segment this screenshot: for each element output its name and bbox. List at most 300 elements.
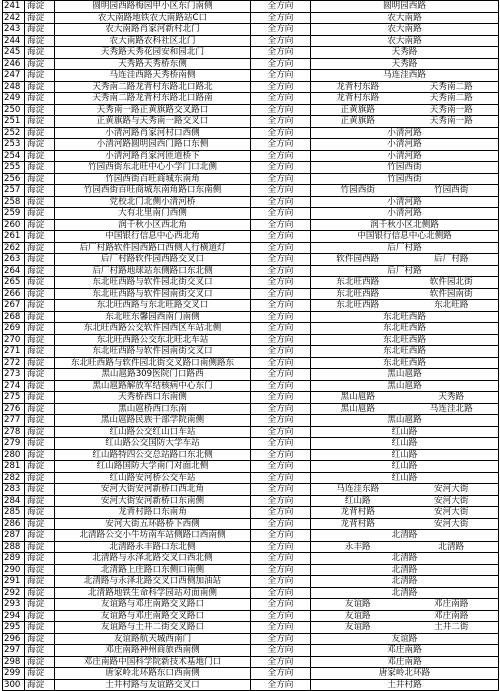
district-cell: 海淀 xyxy=(25,392,55,404)
road-name: 北清路 xyxy=(391,530,418,541)
location-cell: 后厂村路软件园西路口西侧人行横道灯 xyxy=(55,242,251,254)
road-name: 北清路 xyxy=(391,553,418,564)
row-number: 276 xyxy=(3,403,25,415)
road-name: 后厂村路 xyxy=(387,265,422,276)
road-name: 东北旺西路 xyxy=(383,323,426,334)
row-number: 269 xyxy=(3,323,25,335)
table-row xyxy=(3,81,499,93)
location-cell: 竹园西街百旺商城东南角路口东南侧 xyxy=(55,185,251,197)
direction-cell: 全方向 xyxy=(251,24,311,36)
road-cell xyxy=(311,24,499,36)
row-number: 265 xyxy=(3,277,25,289)
direction-cell: 全方向 xyxy=(251,323,311,335)
direction-cell: 全方向 xyxy=(251,162,311,174)
direction-cell: 全方向 xyxy=(251,495,311,507)
district-cell: 海淀 xyxy=(25,495,55,507)
direction-cell: 全方向 xyxy=(251,254,311,266)
road-name: 安河大街 xyxy=(434,507,469,518)
direction-cell: 全方向 xyxy=(251,610,311,622)
road-cell xyxy=(311,541,499,553)
direction-cell: 全方向 xyxy=(251,541,311,553)
table-row xyxy=(3,127,499,139)
table-row xyxy=(3,495,499,507)
row-number: 270 xyxy=(3,334,25,346)
direction-cell: 全方向 xyxy=(251,47,311,59)
table-row xyxy=(3,461,499,473)
road-name: 红山路 xyxy=(391,438,418,449)
district-cell: 海淀 xyxy=(25,323,55,335)
table-row xyxy=(3,323,499,335)
row-number: 292 xyxy=(3,587,25,599)
district-cell: 海淀 xyxy=(25,1,55,13)
table-row xyxy=(3,139,499,151)
location-cell: 友谊路与邓庄南路交叉路口 xyxy=(55,599,251,611)
location-cell: 黑山扈路民族干部学院南侧 xyxy=(55,415,251,427)
road-name: 东北旺路 xyxy=(434,300,469,311)
direction-cell: 全方向 xyxy=(251,127,311,139)
location-cell: 天秀南二路龙背村东路北口路北 xyxy=(55,81,251,93)
row-number: 244 xyxy=(3,35,25,47)
direction-cell: 全方向 xyxy=(251,81,311,93)
district-cell: 海淀 xyxy=(25,311,55,323)
road-name: 软件园西路 xyxy=(336,254,380,265)
row-number: 261 xyxy=(3,231,25,243)
table-row xyxy=(3,449,499,461)
district-cell: 海淀 xyxy=(25,599,55,611)
row-number: 290 xyxy=(3,564,25,576)
district-cell: 海淀 xyxy=(25,576,55,588)
district-cell: 海淀 xyxy=(25,541,55,553)
district-cell: 海淀 xyxy=(25,380,55,392)
road-name: 马连洼西路 xyxy=(383,70,426,81)
district-cell: 海淀 xyxy=(25,426,55,438)
road-name: 天秀路 xyxy=(438,392,465,403)
road-name: 安河大街 xyxy=(434,518,469,529)
table-row xyxy=(3,70,499,82)
row-number: 299 xyxy=(3,668,25,680)
road-name: 东北旺西路 xyxy=(336,277,380,288)
road-name: 黑山扈路 xyxy=(387,369,422,380)
location-cell: 龙背村路口东南角 xyxy=(55,507,251,519)
location-cell: 润千秋小区西北角 xyxy=(55,219,251,231)
table-row xyxy=(3,265,499,277)
location-cell: 红山路国防大学南门对面北侧 xyxy=(55,461,251,473)
table-row xyxy=(3,219,499,231)
location-cell: 黑山扈路309医院门口路西 xyxy=(55,369,251,381)
road-name: 红山路 xyxy=(391,472,418,483)
road-name: 友谊路 xyxy=(391,633,418,644)
direction-cell: 全方向 xyxy=(251,300,311,312)
road-cell xyxy=(311,622,499,634)
district-cell: 海淀 xyxy=(25,415,55,427)
location-cell: 大有北里南门西侧 xyxy=(55,208,251,220)
row-number: 285 xyxy=(3,507,25,519)
road-name: 小清河路 xyxy=(387,208,422,219)
road-name: 龙背村路 xyxy=(340,507,375,518)
road-name: 红山路 xyxy=(391,461,418,472)
road-name: 天秀南一路 xyxy=(429,104,473,115)
road-cell xyxy=(311,242,499,254)
district-cell: 海淀 xyxy=(25,587,55,599)
road-name: 软件园北街 xyxy=(429,277,473,288)
district-cell: 海淀 xyxy=(25,357,55,369)
road-cell xyxy=(311,530,499,542)
road-name: 友谊路 xyxy=(344,622,371,633)
road-name: 红山路 xyxy=(391,426,418,437)
road-name: 农大南路 xyxy=(387,35,422,46)
direction-cell: 全方向 xyxy=(251,599,311,611)
direction-cell: 全方向 xyxy=(251,553,311,565)
row-number: 286 xyxy=(3,518,25,530)
table-row xyxy=(3,380,499,392)
road-cell xyxy=(311,116,499,128)
direction-cell: 全方向 xyxy=(251,93,311,105)
table-row xyxy=(3,484,499,496)
direction-cell: 全方向 xyxy=(251,622,311,634)
row-number: 250 xyxy=(3,104,25,116)
table-row xyxy=(3,231,499,243)
district-cell: 海淀 xyxy=(25,219,55,231)
road-cell xyxy=(311,139,499,151)
row-number: 289 xyxy=(3,553,25,565)
row-number: 258 xyxy=(3,196,25,208)
row-number: 259 xyxy=(3,208,25,220)
table-row xyxy=(3,403,499,415)
district-cell: 海淀 xyxy=(25,288,55,300)
row-number: 262 xyxy=(3,242,25,254)
row-number: 271 xyxy=(3,346,25,358)
road-name: 竹园西街 xyxy=(387,162,422,173)
location-cell: 东北旺东馨园西南门南侧 xyxy=(55,311,251,323)
road-cell xyxy=(311,484,499,496)
table-row xyxy=(3,599,499,611)
row-number: 295 xyxy=(3,622,25,634)
table-row xyxy=(3,438,499,450)
road-name: 马连洼东路 xyxy=(336,484,380,495)
road-cell xyxy=(311,288,499,300)
table-row xyxy=(3,173,499,185)
direction-cell: 全方向 xyxy=(251,564,311,576)
road-name: 天秀南二路 xyxy=(429,81,473,92)
direction-cell: 全方向 xyxy=(251,656,311,668)
road-cell xyxy=(311,438,499,450)
road-name: 东北旺西路 xyxy=(336,300,380,311)
table-row xyxy=(3,415,499,427)
road-cell xyxy=(311,208,499,220)
road-cell xyxy=(311,265,499,277)
district-cell: 海淀 xyxy=(25,300,55,312)
table-row xyxy=(3,208,499,220)
row-number: 298 xyxy=(3,656,25,668)
direction-cell: 全方向 xyxy=(251,472,311,484)
road-name: 小清河路 xyxy=(387,127,422,138)
direction-cell: 全方向 xyxy=(251,392,311,404)
road-cell xyxy=(311,461,499,473)
district-cell: 海淀 xyxy=(25,231,55,243)
road-name: 后厂村路 xyxy=(387,242,422,253)
road-name: 农大南路 xyxy=(387,12,422,23)
road-name: 北清路 xyxy=(391,576,418,587)
road-cell xyxy=(311,495,499,507)
road-cell xyxy=(311,553,499,565)
location-cell: 安河大街安河新桥口西北角 xyxy=(55,484,251,496)
direction-cell: 全方向 xyxy=(251,357,311,369)
location-cell: 安河大街五环路桥下西侧 xyxy=(55,518,251,530)
direction-cell: 全方向 xyxy=(251,426,311,438)
table-row xyxy=(3,93,499,105)
direction-cell: 全方向 xyxy=(251,507,311,519)
table-body xyxy=(3,1,499,691)
road-name: 土井村路 xyxy=(387,679,422,690)
road-name: 中国银行信息中心北侧路 xyxy=(357,231,452,242)
road-cell xyxy=(311,81,499,93)
direction-cell: 全方向 xyxy=(251,231,311,243)
location-cell: 北清路上庄路口东侧口南侧 xyxy=(55,564,251,576)
road-name: 龙背村东路 xyxy=(336,93,380,104)
row-number: 254 xyxy=(3,150,25,162)
road-cell xyxy=(311,645,499,657)
road-cell xyxy=(311,472,499,484)
road-name: 黑山扈路 xyxy=(340,392,375,403)
row-number: 282 xyxy=(3,472,25,484)
direction-cell: 全方向 xyxy=(251,403,311,415)
road-cell xyxy=(311,93,499,105)
road-cell xyxy=(311,35,499,47)
district-cell: 海淀 xyxy=(25,116,55,128)
table-row xyxy=(3,346,499,358)
district-cell: 海淀 xyxy=(25,449,55,461)
direction-cell: 全方向 xyxy=(251,265,311,277)
road-name: 圆明园西路 xyxy=(383,1,426,12)
road-name: 小清河路 xyxy=(387,139,422,150)
row-number: 293 xyxy=(3,599,25,611)
district-cell: 海淀 xyxy=(25,93,55,105)
location-cell: 东北旺西路与软件园北街交叉路口南侧路东 xyxy=(55,357,251,369)
location-cell: 小清河路圆明园西门路口东侧 xyxy=(55,139,251,151)
road-cell xyxy=(311,392,499,404)
road-name: 永丰路 xyxy=(344,541,371,552)
road-cell xyxy=(311,426,499,438)
district-cell: 海淀 xyxy=(25,12,55,24)
road-name: 东北旺西路 xyxy=(383,346,426,357)
location-cell: 安河大街安河新桥口东南侧 xyxy=(55,495,251,507)
district-cell: 海淀 xyxy=(25,484,55,496)
location-cell: 后厂村路软件园西路交叉口 xyxy=(55,254,251,266)
table-row xyxy=(3,288,499,300)
road-cell xyxy=(311,633,499,645)
location-cell: 后厂村路地球站东侧路口东北侧 xyxy=(55,265,251,277)
direction-cell: 全方向 xyxy=(251,518,311,530)
road-name: 正黄旗路 xyxy=(340,104,375,115)
road-cell xyxy=(311,656,499,668)
table-row xyxy=(3,162,499,174)
road-name: 北清路 xyxy=(391,564,418,575)
location-cell: 小清河路肖家河匝道桥下 xyxy=(55,150,251,162)
district-cell: 海淀 xyxy=(25,254,55,266)
district-cell: 海淀 xyxy=(25,472,55,484)
location-cell: 北清路公交小牛坊南车站侧路口西南侧 xyxy=(55,530,251,542)
direction-cell: 全方向 xyxy=(251,461,311,473)
district-cell: 海淀 xyxy=(25,679,55,691)
location-cell: 东北旺西路与东北旺路交叉口 xyxy=(55,300,251,312)
direction-cell: 全方向 xyxy=(251,334,311,346)
district-cell: 海淀 xyxy=(25,622,55,634)
location-cell: 土井村路与友谊路交叉口 xyxy=(55,679,251,691)
district-cell: 海淀 xyxy=(25,369,55,381)
table-row xyxy=(3,357,499,369)
road-cell xyxy=(311,12,499,24)
table-row xyxy=(3,610,499,622)
road-cell xyxy=(311,610,499,622)
table-row xyxy=(3,369,499,381)
road-name: 北清路 xyxy=(391,587,418,598)
road-cell xyxy=(311,127,499,139)
row-number: 274 xyxy=(3,380,25,392)
direction-cell: 全方向 xyxy=(251,173,311,185)
location-cell: 黑山扈桥西口东南 xyxy=(55,403,251,415)
location-cell: 友谊路与邓庄南路交叉路口 xyxy=(55,610,251,622)
row-number: 283 xyxy=(3,484,25,496)
district-cell: 海淀 xyxy=(25,35,55,47)
location-cell: 竹园西街百旺商城东南角 xyxy=(55,173,251,185)
road-name: 东北旺西路 xyxy=(336,288,380,299)
direction-cell: 全方向 xyxy=(251,1,311,13)
table-row xyxy=(3,576,499,588)
row-number: 288 xyxy=(3,541,25,553)
district-cell: 海淀 xyxy=(25,610,55,622)
direction-cell: 全方向 xyxy=(251,369,311,381)
district-cell: 海淀 xyxy=(25,461,55,473)
row-number: 251 xyxy=(3,116,25,128)
location-cell: 北清路与永泽北路交叉口西北侧 xyxy=(55,553,251,565)
table-row xyxy=(3,392,499,404)
road-cell xyxy=(311,380,499,392)
location-cell: 红山路公交红山口车站 xyxy=(55,426,251,438)
district-cell: 海淀 xyxy=(25,185,55,197)
row-number: 291 xyxy=(3,576,25,588)
row-number: 287 xyxy=(3,530,25,542)
location-cell: 天秀桥西口东南侧 xyxy=(55,392,251,404)
road-name: 软件园南街 xyxy=(429,288,473,299)
road-name: 邓庄南路 xyxy=(387,645,422,656)
road-cell xyxy=(311,1,499,13)
table-row xyxy=(3,185,499,197)
district-cell: 海淀 xyxy=(25,47,55,59)
direction-cell: 全方向 xyxy=(251,679,311,691)
direction-cell: 全方向 xyxy=(251,58,311,70)
location-cell: 友谊路与土井二街交叉路口 xyxy=(55,622,251,634)
table-row xyxy=(3,150,499,162)
road-cell xyxy=(311,334,499,346)
row-number: 255 xyxy=(3,162,25,174)
direction-cell: 全方向 xyxy=(251,438,311,450)
row-number: 267 xyxy=(3,300,25,312)
row-number: 297 xyxy=(3,645,25,657)
direction-cell: 全方向 xyxy=(251,139,311,151)
road-cell xyxy=(311,369,499,381)
road-name: 竹园西街 xyxy=(340,185,375,196)
location-cell: 北清路永丰路口东北侧 xyxy=(55,541,251,553)
road-cell xyxy=(311,311,499,323)
table-row xyxy=(3,47,499,59)
direction-cell: 全方向 xyxy=(251,645,311,657)
direction-cell: 全方向 xyxy=(251,311,311,323)
row-number: 284 xyxy=(3,495,25,507)
road-name: 东北旺西路 xyxy=(383,311,426,322)
road-cell xyxy=(311,564,499,576)
district-cell: 海淀 xyxy=(25,553,55,565)
road-name: 龙背村路 xyxy=(340,518,375,529)
road-cell xyxy=(311,507,499,519)
road-name: 黑山扈路 xyxy=(387,380,422,391)
road-name: 安河大街 xyxy=(434,484,469,495)
road-cell xyxy=(311,518,499,530)
row-number: 275 xyxy=(3,392,25,404)
row-number: 280 xyxy=(3,449,25,461)
road-name: 土井二街 xyxy=(434,622,469,633)
location-cell: 小清河路肖家河村口西侧 xyxy=(55,127,251,139)
road-cell xyxy=(311,277,499,289)
direction-cell: 全方向 xyxy=(251,185,311,197)
row-number: 256 xyxy=(3,173,25,185)
camera-location-table xyxy=(2,0,499,691)
location-cell: 唐家岭北环路东口西南侧 xyxy=(55,668,251,680)
table-row xyxy=(3,24,499,36)
road-cell xyxy=(311,346,499,358)
row-number: 279 xyxy=(3,438,25,450)
row-number: 260 xyxy=(3,219,25,231)
location-cell: 农大南路肖家河新村北门 xyxy=(55,24,251,36)
location-cell: 东北旺西路与软件园北街交叉口 xyxy=(55,277,251,289)
road-cell xyxy=(311,449,499,461)
location-cell: 北清路地铁生命科学园站对面南侧 xyxy=(55,587,251,599)
table-row xyxy=(3,196,499,208)
district-cell: 海淀 xyxy=(25,150,55,162)
location-cell: 党校北门北侧小清河桥 xyxy=(55,196,251,208)
district-cell: 海淀 xyxy=(25,196,55,208)
direction-cell: 全方向 xyxy=(251,346,311,358)
road-cell xyxy=(311,300,499,312)
table-row xyxy=(3,242,499,254)
table-row xyxy=(3,58,499,70)
road-cell xyxy=(311,185,499,197)
direction-cell: 全方向 xyxy=(251,484,311,496)
road-cell xyxy=(311,58,499,70)
district-cell: 海淀 xyxy=(25,633,55,645)
location-cell: 马连洼西路天秀桥南侧 xyxy=(55,70,251,82)
road-name: 天秀路 xyxy=(391,58,418,69)
road-name: 东北旺西路 xyxy=(383,357,426,368)
location-cell: 天秀南二路龙背村东路北口路南 xyxy=(55,93,251,105)
table-row xyxy=(3,254,499,266)
road-name: 北清路 xyxy=(438,541,465,552)
road-name: 邓庄南路 xyxy=(387,656,422,667)
road-cell xyxy=(311,231,499,243)
row-number: 300 xyxy=(3,679,25,691)
location-cell: 天秀南一路正黄旗路交叉路口 xyxy=(55,104,251,116)
road-cell xyxy=(311,104,499,116)
row-number: 241 xyxy=(3,1,25,13)
district-cell: 海淀 xyxy=(25,104,55,116)
row-number: 253 xyxy=(3,139,25,151)
location-cell: 天秀路天秀花园安和园北门 xyxy=(55,47,251,59)
direction-cell: 全方向 xyxy=(251,12,311,24)
location-cell: 友谊路航天城西南门 xyxy=(55,633,251,645)
direction-cell: 全方向 xyxy=(251,208,311,220)
road-cell xyxy=(311,47,499,59)
district-cell: 海淀 xyxy=(25,507,55,519)
row-number: 281 xyxy=(3,461,25,473)
